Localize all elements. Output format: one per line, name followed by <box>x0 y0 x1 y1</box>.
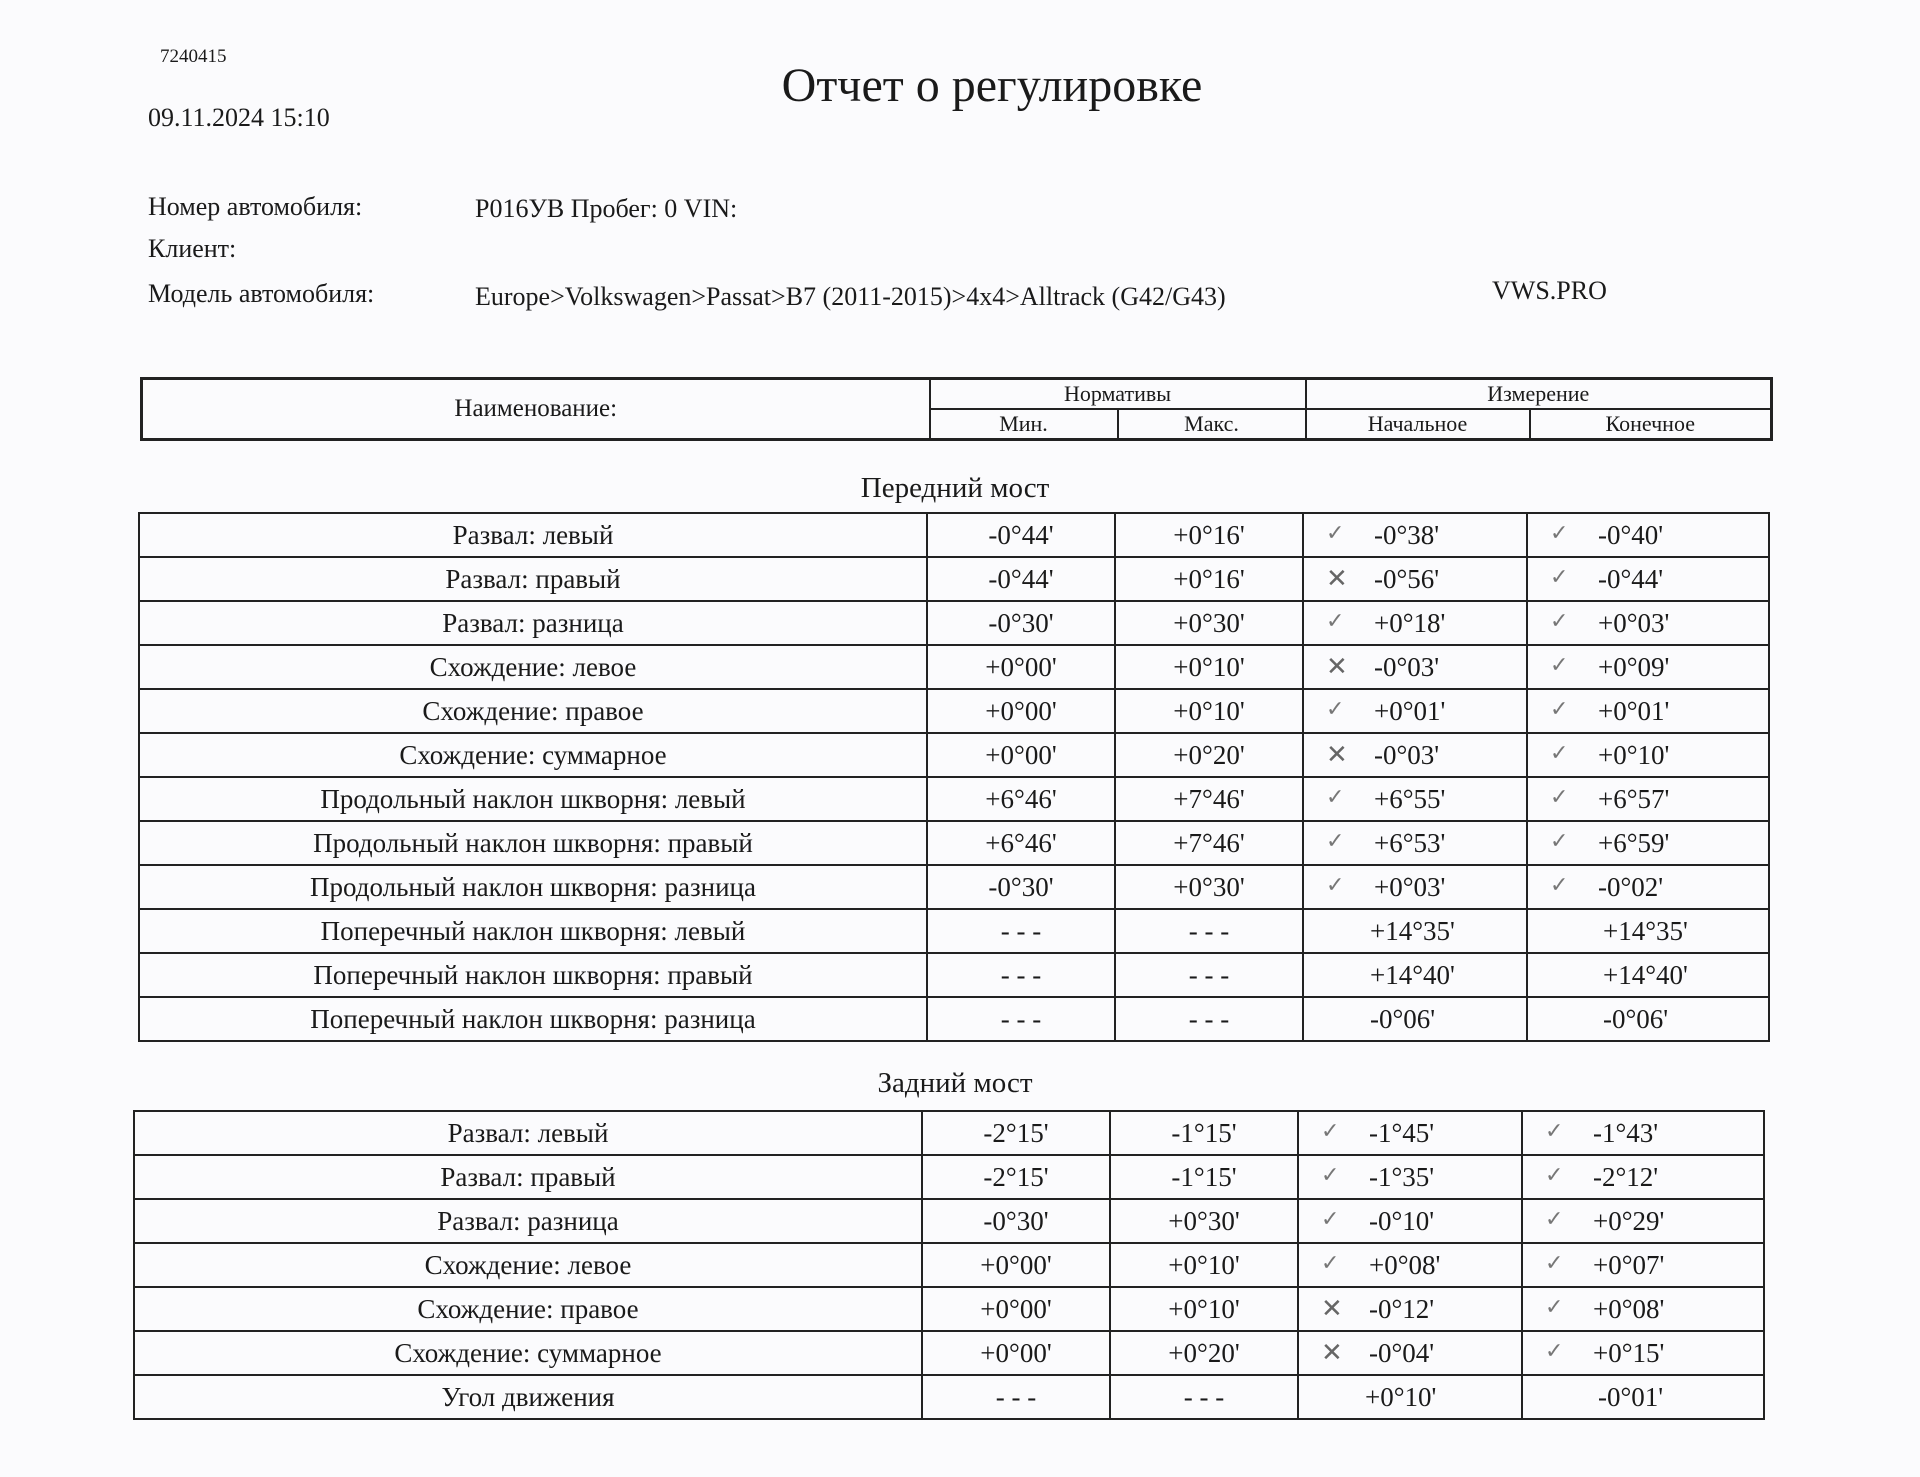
check-icon: ✓ <box>1321 1161 1340 1187</box>
table-row <box>139 557 1769 601</box>
check-icon: ✓ <box>1321 1117 1340 1143</box>
measure-initial <box>1303 777 1527 821</box>
measure-value: -0°06' <box>1603 1003 1669 1034</box>
measure-value: -0°06' <box>1370 1003 1436 1034</box>
norm-min: -0°30' <box>927 865 1115 909</box>
measure-value: +14°40' <box>1370 959 1455 990</box>
norm-max: +0°10' <box>1115 689 1303 733</box>
header-name: Наименование: <box>142 379 930 440</box>
measure-initial <box>1303 865 1527 909</box>
norm-min: - - - <box>927 953 1115 997</box>
check-icon: ✓ <box>1550 519 1569 545</box>
norm-max: +0°30' <box>1115 865 1303 909</box>
document-number: 7240415 <box>160 46 227 67</box>
table-row <box>139 909 1769 953</box>
norm-min: +0°00' <box>927 733 1115 777</box>
norm-min: +0°00' <box>927 645 1115 689</box>
measure-value: +6°53' <box>1374 827 1446 858</box>
parameter-name: Схождение: суммарное <box>139 733 927 777</box>
check-icon: ✓ <box>1545 1161 1564 1187</box>
measure-value: +0°18' <box>1374 607 1446 638</box>
measure-value: +0°03' <box>1598 607 1670 638</box>
measure-value: -0°03' <box>1374 651 1440 682</box>
table-row <box>134 1111 1764 1155</box>
model-label: Модель автомобиля: <box>148 279 375 308</box>
parameter-name: Угол движения <box>134 1375 922 1419</box>
measure-initial <box>1303 953 1527 997</box>
parameter-name: Схождение: суммарное <box>134 1331 922 1375</box>
measure-value: -0°03' <box>1374 739 1440 770</box>
measure-final <box>1522 1287 1764 1331</box>
check-icon: ✓ <box>1326 871 1345 897</box>
table-row <box>139 601 1769 645</box>
measure-value: -0°56' <box>1374 563 1440 594</box>
parameter-name: Схождение: правое <box>134 1287 922 1331</box>
measure-value: -1°45' <box>1369 1117 1435 1148</box>
measure-initial <box>1303 689 1527 733</box>
measure-value: -2°12' <box>1593 1161 1659 1192</box>
measure-value: +14°40' <box>1603 959 1688 990</box>
plate-value: Р016УВ Пробег: 0 VIN: <box>475 194 738 223</box>
measure-initial <box>1303 821 1527 865</box>
table-row <box>139 865 1769 909</box>
check-icon: ✓ <box>1326 827 1345 853</box>
parameter-name: Продольный наклон шкворня: левый <box>139 777 927 821</box>
measure-final <box>1527 777 1769 821</box>
measure-value: +0°01' <box>1598 695 1670 726</box>
cross-icon: ✕ <box>1326 651 1348 681</box>
table-row <box>139 689 1769 733</box>
norm-max: +0°10' <box>1110 1287 1298 1331</box>
measure-value: -0°10' <box>1369 1205 1435 1236</box>
measure-value: +6°55' <box>1374 783 1446 814</box>
parameter-name: Поперечный наклон шкворня: левый <box>139 909 927 953</box>
norm-min: -0°44' <box>927 557 1115 601</box>
measure-initial <box>1303 997 1527 1041</box>
model-value: Europe>Volkswagen>Passat>B7 (2011-2015)>4x4>Alltrack (G42/G43) <box>475 282 1226 311</box>
brand-text: VWS.PRO <box>1492 276 1607 305</box>
measure-final <box>1527 953 1769 997</box>
cross-icon: ✕ <box>1326 563 1348 593</box>
table-row <box>139 777 1769 821</box>
norm-max: +0°16' <box>1115 557 1303 601</box>
measure-value: +14°35' <box>1603 915 1688 946</box>
parameter-name: Развал: левый <box>134 1111 922 1155</box>
check-icon: ✓ <box>1550 607 1569 633</box>
norm-min: +0°00' <box>922 1331 1110 1375</box>
header-initial: Начальное <box>1306 409 1530 440</box>
parameter-name: Схождение: правое <box>139 689 927 733</box>
measure-value: +0°01' <box>1374 695 1446 726</box>
measure-final <box>1522 1375 1764 1419</box>
table-row <box>134 1155 1764 1199</box>
cross-icon: ✕ <box>1321 1293 1343 1323</box>
report-datetime: 09.11.2024 15:10 <box>148 103 330 132</box>
measure-value: +0°29' <box>1593 1205 1665 1236</box>
measure-value: -1°43' <box>1593 1117 1659 1148</box>
measure-final <box>1527 645 1769 689</box>
norm-max: +0°10' <box>1115 645 1303 689</box>
table-row <box>139 953 1769 997</box>
measure-initial <box>1298 1287 1522 1331</box>
measure-initial <box>1298 1199 1522 1243</box>
measure-final <box>1527 909 1769 953</box>
measure-final <box>1527 601 1769 645</box>
measure-initial <box>1303 513 1527 557</box>
front-axle-title: Передний мост <box>860 472 1050 504</box>
measure-initial <box>1303 733 1527 777</box>
norm-min: -2°15' <box>922 1111 1110 1155</box>
parameter-name: Развал: разница <box>139 601 927 645</box>
table-row <box>139 513 1769 557</box>
measure-value: +0°10' <box>1598 739 1670 770</box>
norm-min: +6°46' <box>927 777 1115 821</box>
check-icon: ✓ <box>1550 827 1569 853</box>
measure-final <box>1522 1243 1764 1287</box>
measure-value: -1°35' <box>1369 1161 1435 1192</box>
measure-value: +6°57' <box>1598 783 1670 814</box>
norm-max: +0°10' <box>1110 1243 1298 1287</box>
table-row <box>139 821 1769 865</box>
measure-value: +0°03' <box>1374 871 1446 902</box>
table-row <box>139 997 1769 1041</box>
measure-value: -0°12' <box>1369 1293 1435 1324</box>
measure-value: +0°07' <box>1593 1249 1665 1280</box>
check-icon: ✓ <box>1326 519 1345 545</box>
measure-value: -0°38' <box>1374 519 1440 550</box>
check-icon: ✓ <box>1326 783 1345 809</box>
check-icon: ✓ <box>1545 1205 1564 1231</box>
norm-max: - - - <box>1110 1375 1298 1419</box>
check-icon: ✓ <box>1321 1249 1340 1275</box>
header-final: Конечное <box>1530 409 1772 440</box>
norm-min: -0°30' <box>922 1199 1110 1243</box>
check-icon: ✓ <box>1326 695 1345 721</box>
measure-value: +0°15' <box>1593 1337 1665 1368</box>
norm-max: -1°15' <box>1110 1111 1298 1155</box>
measure-final <box>1527 733 1769 777</box>
norm-min: -0°30' <box>927 601 1115 645</box>
measure-value: -0°02' <box>1598 871 1664 902</box>
norm-min: -0°44' <box>927 513 1115 557</box>
norm-max: - - - <box>1115 909 1303 953</box>
check-icon: ✓ <box>1545 1293 1564 1319</box>
check-icon: ✓ <box>1550 739 1569 765</box>
measure-value: -0°04' <box>1369 1337 1435 1368</box>
table-row <box>134 1375 1764 1419</box>
front-axle-table <box>138 512 1770 1042</box>
measure-final <box>1527 997 1769 1041</box>
client-label: Клиент: <box>148 234 237 263</box>
norm-max: +7°46' <box>1115 777 1303 821</box>
norm-min: - - - <box>927 997 1115 1041</box>
parameter-name: Схождение: левое <box>139 645 927 689</box>
norm-max: +0°20' <box>1115 733 1303 777</box>
measure-value: +0°08' <box>1369 1249 1441 1280</box>
measure-initial <box>1303 645 1527 689</box>
measure-final <box>1522 1199 1764 1243</box>
norm-min: +0°00' <box>922 1287 1110 1331</box>
header-norms: Нормативы <box>930 379 1306 410</box>
table-row <box>134 1287 1764 1331</box>
cross-icon: ✕ <box>1326 739 1348 769</box>
check-icon: ✓ <box>1550 871 1569 897</box>
table-row <box>134 1199 1764 1243</box>
measure-final <box>1527 513 1769 557</box>
measure-final <box>1522 1155 1764 1199</box>
check-icon: ✓ <box>1550 651 1569 677</box>
parameter-name: Развал: левый <box>139 513 927 557</box>
parameter-name: Развал: разница <box>134 1199 922 1243</box>
norm-max: +0°20' <box>1110 1331 1298 1375</box>
parameter-name: Продольный наклон шкворня: правый <box>139 821 927 865</box>
measure-initial <box>1298 1155 1522 1199</box>
measure-value: +6°59' <box>1598 827 1670 858</box>
measure-final <box>1522 1331 1764 1375</box>
parameter-name: Продольный наклон шкворня: разница <box>139 865 927 909</box>
measure-final <box>1522 1111 1764 1155</box>
measure-initial <box>1303 557 1527 601</box>
check-icon: ✓ <box>1545 1249 1564 1275</box>
norm-max: - - - <box>1115 953 1303 997</box>
measure-initial <box>1298 1243 1522 1287</box>
measure-initial <box>1303 909 1527 953</box>
norm-min: +0°00' <box>927 689 1115 733</box>
norm-min: -2°15' <box>922 1155 1110 1199</box>
parameter-name: Развал: правый <box>139 557 927 601</box>
check-icon: ✓ <box>1545 1117 1564 1143</box>
parameter-name: Поперечный наклон шкворня: разница <box>139 997 927 1041</box>
norm-max: -1°15' <box>1110 1155 1298 1199</box>
measure-final <box>1527 821 1769 865</box>
norm-min: +6°46' <box>927 821 1115 865</box>
measure-value: +0°09' <box>1598 651 1670 682</box>
table-row <box>134 1243 1764 1287</box>
norm-min: +0°00' <box>922 1243 1110 1287</box>
norm-max: - - - <box>1115 997 1303 1041</box>
header-measure: Измерение <box>1306 379 1772 410</box>
measure-value: -0°40' <box>1598 519 1664 550</box>
rear-axle-title: Задний мост <box>877 1067 1033 1099</box>
parameter-name: Поперечный наклон шкворня: правый <box>139 953 927 997</box>
norm-min: - - - <box>922 1375 1110 1419</box>
cross-icon: ✕ <box>1321 1337 1343 1367</box>
parameter-name: Схождение: левое <box>134 1243 922 1287</box>
measure-value: +0°10' <box>1365 1381 1437 1412</box>
measure-initial <box>1298 1331 1522 1375</box>
norm-max: +0°30' <box>1115 601 1303 645</box>
measure-final <box>1527 689 1769 733</box>
measure-final <box>1527 865 1769 909</box>
parameter-name: Развал: правый <box>134 1155 922 1199</box>
rear-axle-table <box>133 1110 1765 1420</box>
check-icon: ✓ <box>1550 783 1569 809</box>
norm-min: - - - <box>927 909 1115 953</box>
table-row <box>134 1331 1764 1375</box>
measure-initial <box>1303 601 1527 645</box>
table-header <box>140 377 1773 441</box>
page-title: Отчет о регулировке <box>781 59 1203 112</box>
measure-initial <box>1298 1111 1522 1155</box>
measure-initial <box>1298 1375 1522 1419</box>
norm-max: +0°30' <box>1110 1199 1298 1243</box>
check-icon: ✓ <box>1545 1337 1564 1363</box>
plate-label: Номер автомобиля: <box>148 192 363 221</box>
measure-value: -0°01' <box>1598 1381 1664 1412</box>
check-icon: ✓ <box>1326 607 1345 633</box>
check-icon: ✓ <box>1550 695 1569 721</box>
norm-max: +0°16' <box>1115 513 1303 557</box>
norm-max: +7°46' <box>1115 821 1303 865</box>
measure-value: -0°44' <box>1598 563 1664 594</box>
table-row <box>139 645 1769 689</box>
table-row <box>139 733 1769 777</box>
measure-value: +14°35' <box>1370 915 1455 946</box>
check-icon: ✓ <box>1321 1205 1340 1231</box>
header-min: Мин. <box>930 409 1118 440</box>
measure-final <box>1527 557 1769 601</box>
check-icon: ✓ <box>1550 563 1569 589</box>
header-max: Макс. <box>1118 409 1306 440</box>
measure-value: +0°08' <box>1593 1293 1665 1324</box>
